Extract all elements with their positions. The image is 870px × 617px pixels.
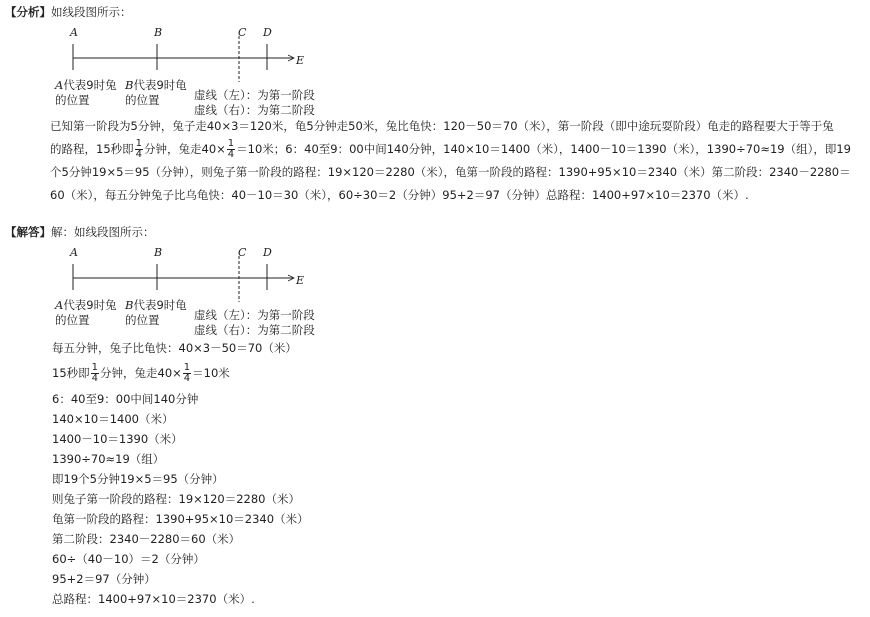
solution-line: 龟第一阶段的路程：1390+95×10＝2340（米） — [52, 512, 309, 526]
label-b: B — [154, 26, 163, 39]
line-segment-diagram-1 — [0, 22, 330, 82]
legend: 虚线（左）：为第一阶段 虚线（右）：为第二阶段 — [194, 88, 315, 117]
solution-header — [5, 224, 155, 240]
label-e: E — [296, 274, 305, 287]
solution-line: 15秒即 $\frac{1}{4}$ 分钟，兔走40× $\frac{1}{4}$ ＝10米 — [52, 362, 230, 384]
analysis-intro: 如线段图所示： — [51, 5, 132, 19]
solution-line: 60÷（40－10）＝2（分钟） — [52, 552, 205, 566]
solution-line: 140×10＝1400（米） — [52, 412, 174, 426]
solution-line: 每五分钟，兔子比龟快：40×3－50＝70（米） — [52, 341, 297, 355]
caption-a: A代表9时兔 的位置 — [55, 78, 117, 107]
analysis-line: 个5分钟19×5＝95（分钟），则兔子第一阶段的路程：19×120＝2280（米），龟第一阶段的路程：1390+95×10＝2340（米）第二阶段：2340－2280＝ — [50, 165, 851, 179]
analysis-tag: 【分析】 — [5, 5, 51, 19]
line-segment-diagram-2 — [0, 242, 330, 302]
fraction: $\frac{1}{4}$ — [227, 138, 235, 160]
analysis-header — [5, 4, 132, 20]
solution-line: 1400－10＝1390（米） — [52, 432, 183, 446]
label-d: D — [263, 246, 272, 259]
analysis-line: 已知第一阶段为5分钟，兔子走40×3＝120米，龟5分钟走50米，兔比龟快：120－50＝70（米），第一阶段（即中途玩耍阶段）龟走的路程要大于等于兔 — [50, 119, 834, 133]
legend: 虚线（左）：为第一阶段 虚线（右）：为第二阶段 — [194, 308, 315, 337]
label-c: C — [238, 246, 247, 259]
label-a: A — [70, 26, 78, 39]
fraction: $\frac{1}{4}$ — [183, 362, 191, 384]
label-b: B — [154, 246, 163, 259]
fraction: $\frac{1}{4}$ — [91, 362, 99, 384]
caption-a: A代表9时兔 的位置 — [55, 298, 117, 327]
label-c: C — [238, 26, 247, 39]
label-d: D — [263, 26, 272, 39]
analysis-paragraph — [50, 115, 851, 207]
analysis-line: 60（米），每五分钟兔子比乌龟快：40－10＝30（米），60÷30＝2（分钟）95+2＝97（分钟）总路程：1400+97×10＝2370（米）. — [50, 188, 749, 202]
caption-b: B代表9时龟 的位置 — [125, 78, 187, 107]
label-e: E — [296, 54, 305, 67]
solution-line: 即19个5分钟19×5＝95（分钟） — [52, 472, 224, 486]
analysis-line: 的路程，15秒即 $\frac{1}{4}$ 分钟，兔走40× $\frac{1}{4}$ ＝10米；6：40至9：00中间140分钟，140×10＝1400（米），1400－10＝1390（米），1390÷70≈19（组），即19 — [50, 138, 851, 160]
solution-line: 1390÷70≈19（组） — [52, 452, 165, 466]
solution-line: 总路程：1400+97×10＝2370（米）. — [52, 592, 255, 606]
solution-line: 则兔子第一阶段的路程：19×120＝2280（米） — [52, 492, 300, 506]
solution-line: 95+2＝97（分钟） — [52, 572, 156, 586]
solution-tag: 【解答】 — [5, 225, 51, 239]
label-a: A — [70, 246, 78, 259]
solution-line: 6：40至9：00中间140分钟 — [52, 392, 199, 406]
solution-steps — [52, 338, 309, 609]
solution-line: 第二阶段：2340－2280＝60（米） — [52, 532, 241, 546]
solution-intro: 解：如线段图所示： — [51, 225, 155, 239]
caption-b: B代表9时龟 的位置 — [125, 298, 187, 327]
fraction: $\frac{1}{4}$ — [135, 138, 143, 160]
